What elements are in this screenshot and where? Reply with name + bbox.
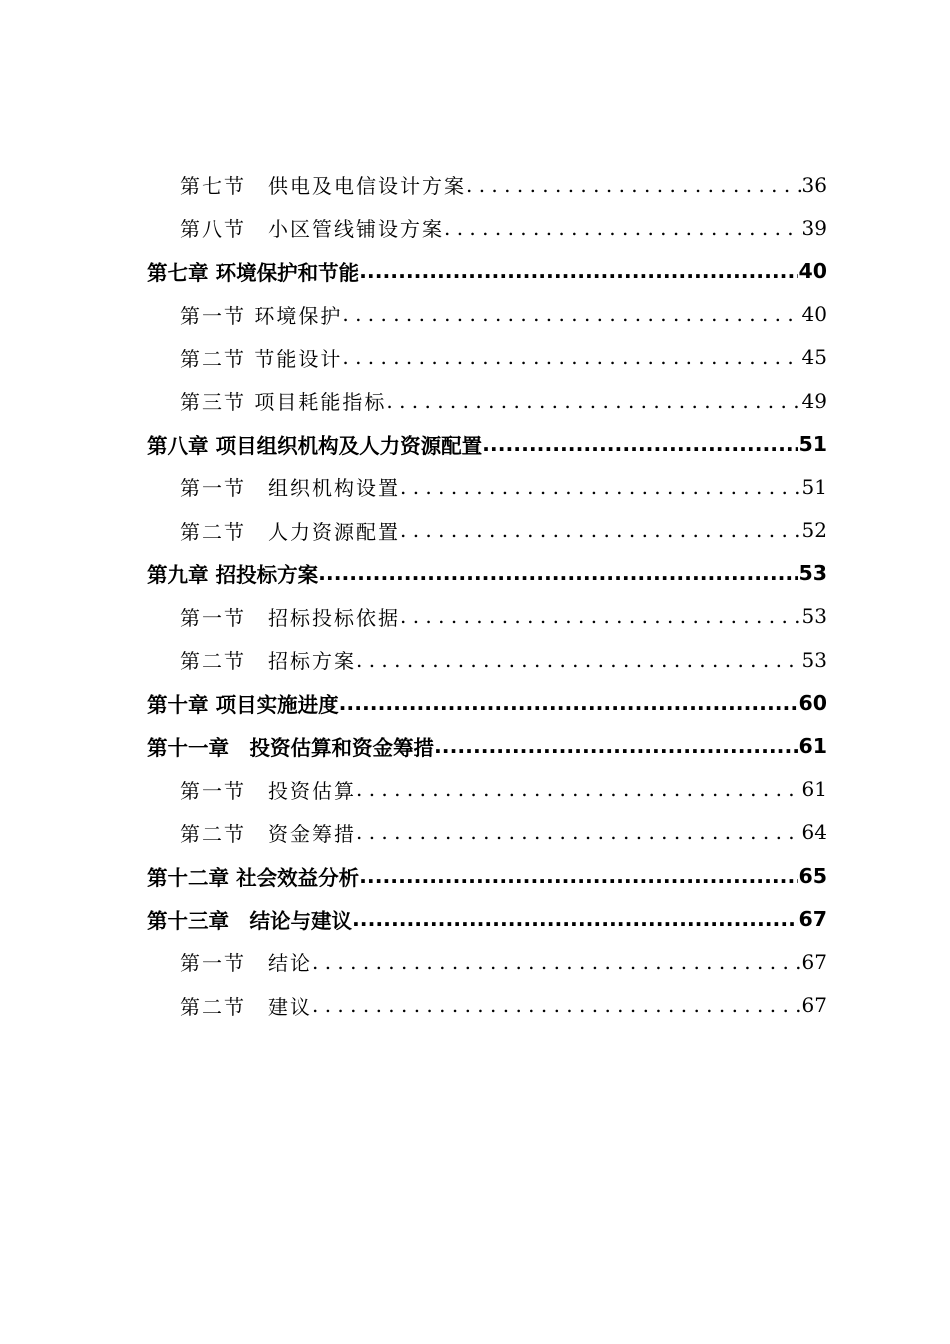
- toc-dot-leader: [356, 648, 802, 672]
- toc-entry-label: 第一节 环境保护: [180, 303, 343, 328]
- toc-entry-label: 第七章 环境保护和节能: [147, 260, 360, 285]
- toc-entry-section[interactable]: [0, 768, 950, 811]
- toc-entry-label: 第二节 节能设计: [180, 346, 343, 371]
- toc-dot-leader: [482, 432, 798, 456]
- toc-entry-section[interactable]: [0, 293, 950, 336]
- toc-entry-chapter[interactable]: [0, 552, 950, 595]
- table-of-contents: [0, 163, 950, 1027]
- toc-entry-label: 第七节 供电及电信设计方案: [180, 174, 466, 199]
- toc-page-number: 45: [801, 345, 827, 370]
- toc-dot-leader: [342, 302, 801, 326]
- toc-entry-label: 第二节 建议: [180, 994, 312, 1019]
- toc-page-number: 53: [798, 561, 827, 586]
- toc-dot-leader: [312, 950, 802, 974]
- toc-entry-section[interactable]: [0, 465, 950, 508]
- toc-page-number: 65: [798, 863, 827, 888]
- toc-page-number: 52: [801, 518, 827, 543]
- toc-dot-leader: [386, 389, 801, 413]
- toc-entry-label: 第十一章 投资估算和资金筹措: [147, 736, 434, 761]
- toc-dot-leader: [342, 345, 801, 369]
- toc-entry-label: 第三节 项目耗能指标: [180, 390, 387, 415]
- toc-dot-leader: [434, 734, 798, 758]
- toc-entry-chapter[interactable]: [0, 897, 950, 940]
- toc-dot-leader: [466, 173, 802, 197]
- toc-entry-label: 第一节 招标投标依据: [180, 605, 400, 630]
- toc-dot-leader: [356, 777, 802, 801]
- toc-dot-leader: [359, 259, 798, 283]
- toc-entry-label: 第一节 组织机构设置: [180, 476, 400, 501]
- toc-dot-leader: [356, 820, 802, 844]
- toc-entry-section[interactable]: [0, 206, 950, 249]
- toc-dot-leader: [400, 518, 802, 542]
- toc-entry-label: 第二节 人力资源配置: [180, 519, 400, 544]
- toc-dot-leader: [400, 475, 802, 499]
- toc-entry-label: 第八章 项目组织机构及人力资源配置: [147, 433, 483, 458]
- toc-page-number: 40: [801, 302, 827, 327]
- toc-dot-leader: [339, 691, 799, 715]
- toc-entry-label: 第十章 项目实施进度: [147, 692, 339, 717]
- toc-page-number: 53: [801, 647, 827, 672]
- toc-entry-label: 第二节 资金筹措: [180, 821, 356, 846]
- toc-dot-leader: [444, 216, 802, 240]
- toc-dot-leader: [359, 864, 798, 888]
- toc-entry-section[interactable]: [0, 811, 950, 854]
- toc-entry-chapter[interactable]: [0, 422, 950, 465]
- toc-page-number: 67: [801, 993, 827, 1018]
- toc-entry-label: 第二节 招标方案: [180, 649, 356, 674]
- toc-page-number: 51: [801, 474, 827, 499]
- toc-page-number: 49: [801, 388, 827, 413]
- toc-entry-section[interactable]: [0, 638, 950, 681]
- toc-entry-chapter[interactable]: [0, 249, 950, 292]
- toc-page-number: 36: [801, 172, 827, 197]
- toc-entry-label: 第八节 小区管线铺设方案: [180, 217, 444, 242]
- toc-page-number: 40: [798, 258, 827, 283]
- toc-entry-chapter[interactable]: [0, 854, 950, 897]
- toc-entry-section[interactable]: [0, 163, 950, 206]
- toc-dot-leader: [312, 993, 802, 1017]
- toc-entry-label: 第一节 投资估算: [180, 778, 356, 803]
- toc-page-number: 67: [798, 906, 827, 931]
- toc-page-number: 61: [801, 777, 827, 802]
- toc-page-number: 39: [801, 215, 827, 240]
- toc-entry-section[interactable]: [0, 379, 950, 422]
- toc-dot-leader: [400, 604, 802, 628]
- toc-page-number: 60: [798, 690, 827, 715]
- toc-dot-leader: [352, 907, 798, 931]
- toc-entry-chapter[interactable]: [0, 724, 950, 767]
- toc-entry-chapter[interactable]: [0, 681, 950, 724]
- toc-entry-section[interactable]: [0, 509, 950, 552]
- toc-entry-section[interactable]: [0, 940, 950, 983]
- toc-entry-label: 第九章 招投标方案: [147, 563, 319, 588]
- toc-entry-label: 第一节 结论: [180, 951, 312, 976]
- toc-page-number: 61: [798, 734, 827, 759]
- toc-page-number: 64: [801, 820, 827, 845]
- toc-entry-section[interactable]: [0, 595, 950, 638]
- toc-page-number: 67: [801, 949, 827, 974]
- toc-dot-leader: [318, 561, 798, 585]
- toc-entry-section[interactable]: [0, 336, 950, 379]
- toc-entry-section[interactable]: [0, 984, 950, 1027]
- toc-entry-label: 第十二章 社会效益分析: [147, 865, 360, 890]
- toc-page-number: 53: [801, 604, 827, 629]
- toc-page-number: 51: [798, 431, 827, 456]
- toc-entry-label: 第十三章 结论与建议: [147, 908, 352, 933]
